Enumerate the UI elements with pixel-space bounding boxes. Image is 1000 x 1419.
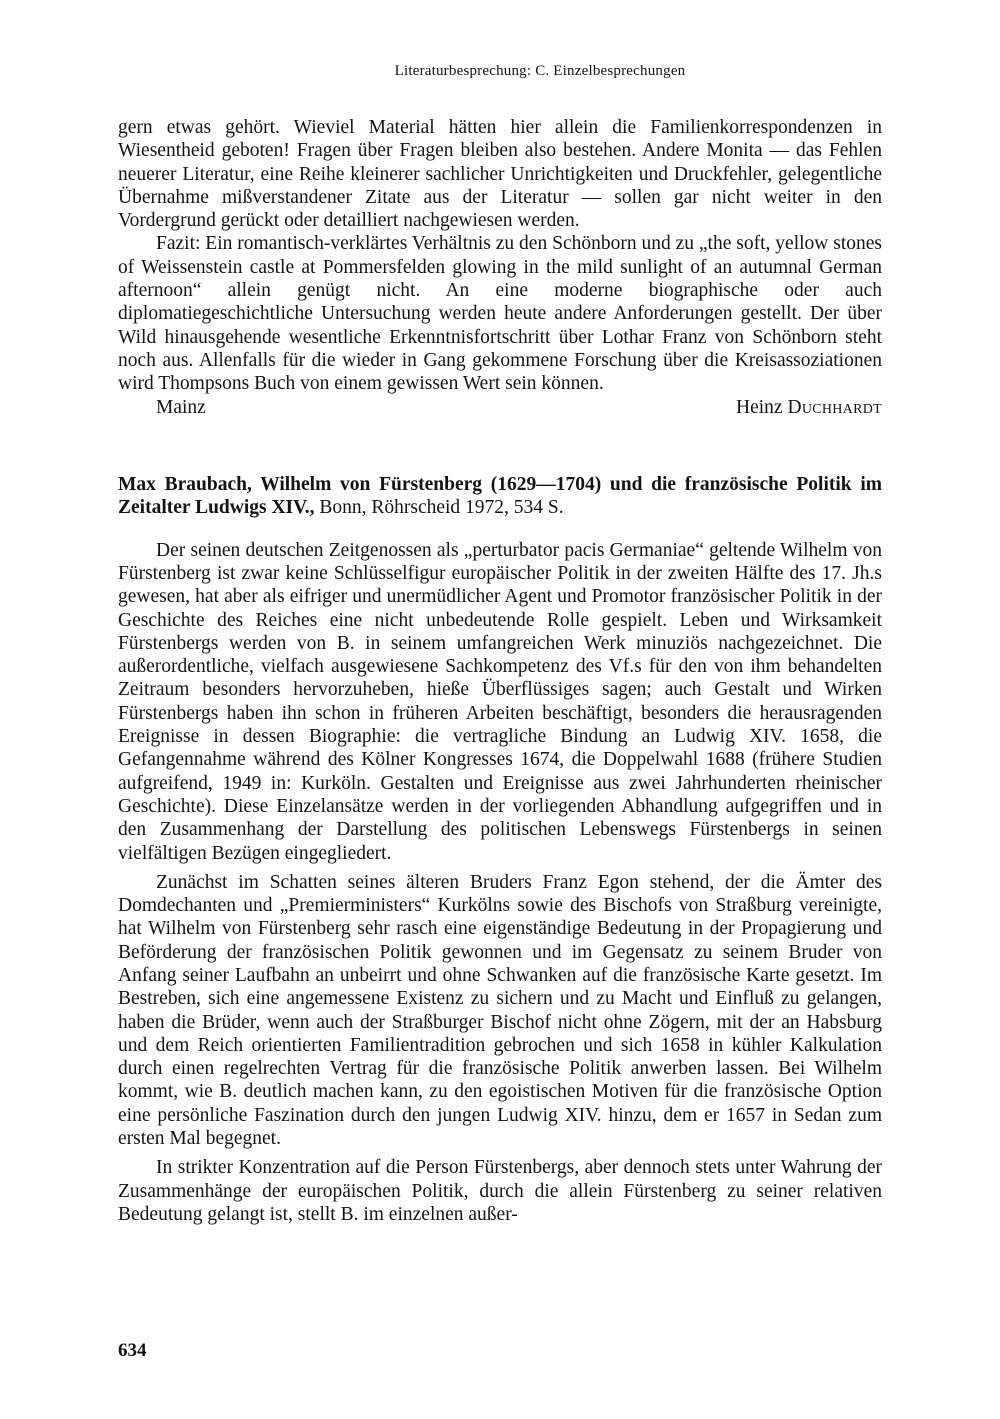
- document-page: [118, 58, 882, 1388]
- paragraph-continuation: gern etwas gehört. Wieviel Material hätten hier allein die Familienkorrespondenzen in Wiesentheid geboten! Fragen über Fragen bleiben also bestehen. Andere Monita — das Fehlen neuerer Literatur, eine Reihe kleinerer sachlicher Unrichtigkeiten und Druckfehler, gelegentliche Übernahme mißverstandener Zitate aus der Literatur — sollen gar nicht weiter in den Vordergrund gerückt oder detailliert nachgewiesen werden.: [118, 117, 882, 232]
- signature-surname: Duchhardt: [787, 396, 882, 418]
- review-paragraph-2: Zunächst im Schatten seines älteren Bruders Franz Egon stehend, der die Ämter des Domdechanten und „Premierministers“ Kurkölns sowie des Bischofs von Straßburg vereinigte, hat Wilhelm von Fürstenberg sehr rasch eine eigenständige Bedeutung in der Propagierung und Beförderung der französischen Politik gewonnen und im Gegensatz zu seinem Bruder von Anfang seiner Laufbahn an unbeirrt und ohne Schwanken auf die französische Karte gesetzt. Im Bestreben, sich eine angemessene Existenz zu sichern und zu Macht und Einfluß zu gelangen, haben die Brüder, wenn auch der Straßburger Bischof nicht ohne Zögern, mit der an Habsburg und dem Reich orientierten Familientradition gebrochen und sich 1658 in kühler Kalkulation durch einen regelrechten Vertrag für die französische Politik anwerben lassen. Bei Wilhelm kommt, wie B. deutlich machen kann, zu den egoistischen Motiven für die französische Option eine persönliche Faszination durch den jungen Ludwig XIV. hinzu, dem er 1657 in Sedan zum ersten Mal begegnet.: [118, 871, 882, 1150]
- signature-line: [118, 396, 882, 419]
- paragraph-conclusion: Fazit: Ein romantisch-verklärtes Verhältnis zu den Schönborn und zu „the soft, yellow stones of Weissenstein castle at Pommersfelden glowing in the mild sunlight of an autumnal German afternoon“ allein genügt nicht. An eine moderne biographische oder auch diplomatiegeschichtliche Untersuchung werden heute andere Anforderungen gestellt. Der über Wild hinausgehende wesentliche Erkenntnisfortschritt über Lothar Franz von Schönborn steht noch aus. Allenfalls für die wieder in Gang gekommene Forschung über die Kreisassoziationen wird Thompsons Buch von einem gewissen Wert sein können.: [118, 233, 882, 395]
- review-publication: Bonn, Röhrscheid 1972, 534 S.: [314, 496, 564, 518]
- signature-place: Mainz: [156, 396, 206, 418]
- signature-author: [736, 396, 882, 419]
- review-paragraph-3: In strikter Konzentration auf die Person Fürstenbergs, aber dennoch stets unter Wahrung der Zusammenhänge der europäischen Politik, durch die allein Fürstenberg zu seiner relativen Bedeutung gelangt ist, stellt B. im einzelnen außer-: [118, 1157, 882, 1225]
- review-heading: [118, 473, 882, 520]
- signature-first-name: Heinz: [736, 396, 783, 418]
- page-number: 634: [118, 1340, 147, 1361]
- running-head: Literaturbesprechung: C. Einzelbesprechungen: [394, 63, 686, 79]
- review-title: Max Braubach, Wilhelm von Fürstenberg (1629—1704) und die französische Politik im Zeitalter Ludwigs XIV.,: [118, 473, 882, 518]
- review-paragraph-1: Der seinen deutschen Zeitgenossen als „perturbator pacis Germaniae“ geltende Wilhelm von Fürstenberg ist zwar keine Schlüsselfigur europäischer Politik in der zweiten Hälfte des 17. Jh.s gewesen, hat aber als eifriger und unermüdlicher Agent und Promotor französischer Politik in der Geschichte des Reiches eine nicht unbedeutende Rolle gespielt. Leben und Wirksamkeit Fürstenbergs werden von B. in seinem umfangreichen Werk minuziös nachgezeichnet. Die außerordentliche, vielfach ausgewiesene Sachkompetenz des Vf.s für den von ihm behandelten Zeitraum besonders hervorzuheben, hieße Überflüssiges sagen; auch Gestalt und Wirken Fürstenbergs haben ihn schon in früheren Arbeiten beschäftigt, besonders die herausragenden Ereignisse in dessen Biographie: die vertragliche Bindung an Ludwig XIV. 1658, die Gefangennahme während des Kölner Kongresses 1674, die Doppelwahl 1688 (frühere Studien aufgreifend, 1949 in: Kurköln. Gestalten und Ereignisse aus zwei Jahrhunderten rheinischer Geschichte). Diese Einzelansätze werden in der vorliegenden Abhandlung aufgegriffen und in den Zusammenhang der Darstellung des politischen Lebenswegs Fürstenbergs in seinen vielfältigen Bezügen eingegliedert.: [118, 539, 882, 864]
